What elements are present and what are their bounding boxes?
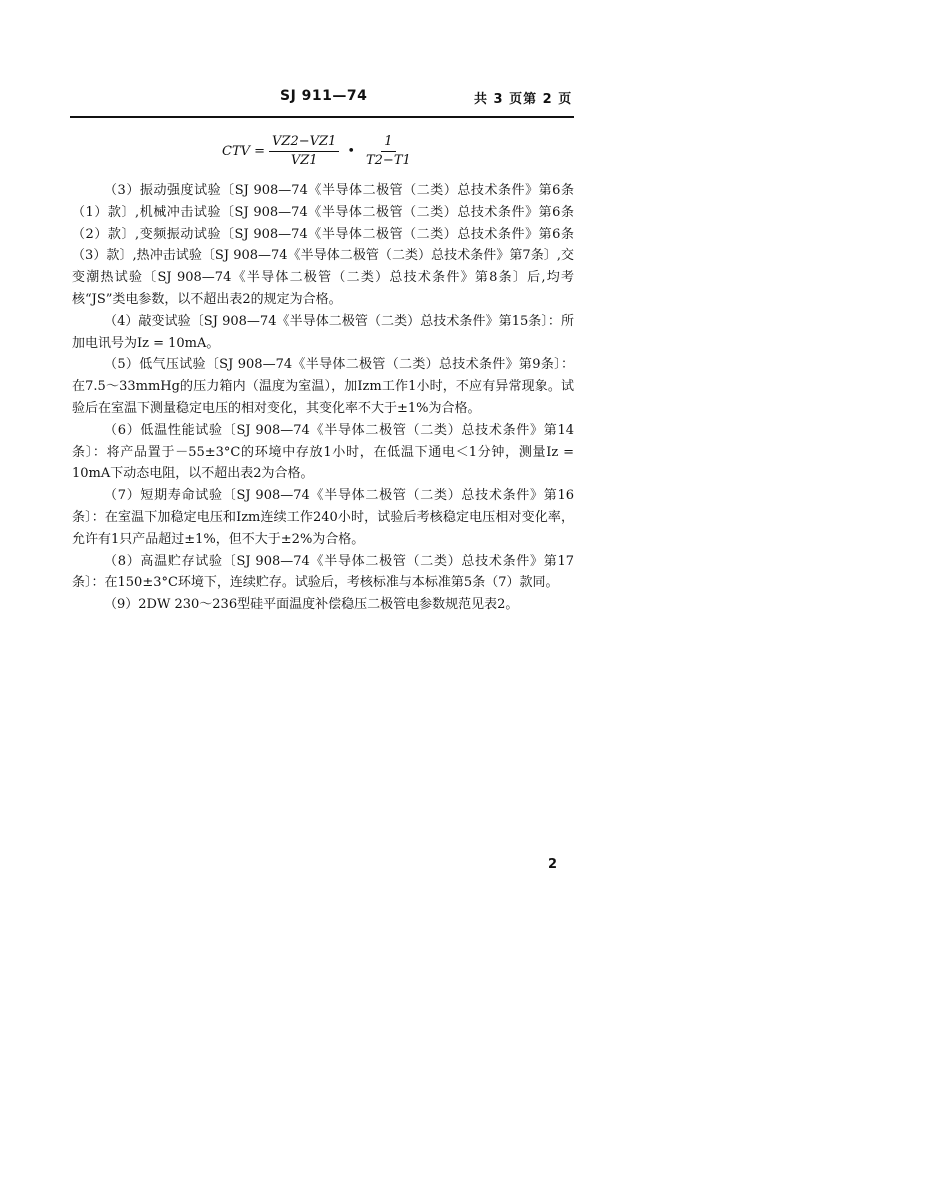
formula-lhs: CTV =: [222, 144, 266, 159]
formula-fraction-2: [363, 134, 414, 169]
formula-denominator-2: T2−T1: [365, 153, 411, 168]
paragraph-5: （5）低气压试验〔SJ 908—74《半导体二极管（二类）总技术条件》第9条〕：在7.5～33mmHg的压力箱内（温度为室温），加Izm工作1小时，不应有异常现象。试验后在室温下测量稳定电压的相对变化，其变化率不大于±1%为合格。: [72, 357, 574, 416]
paragraph-3: （3）振动强度试验〔SJ 908—74《半导体二极管（二类）总技术条件》第6条（1）款〕,机械冲击试验〔SJ 908—74《半导体二极管（二类）总技术条件》第6条（2）款〕,变频振动试验〔SJ 908—74《半导体二极管（二类）总技术条件》第6条（3）款〕,热冲击试验〔SJ 908—74《半导体二极管（二类）总技术条件》第7条〕,交变潮热试验〔SJ 908—74《半导体二极管（二类）总技术条件》第8条〕后,均考核“JS”类电参数，以不超出表2的规定为合格。: [72, 183, 574, 307]
paragraph-8: （8）高温贮存试验〔SJ 908—74《半导体二极管（二类）总技术条件》第17条〕：在150±3°C环境下，连续贮存。试验后，考核标准与本标准第5条（7）款同。: [72, 553, 574, 591]
formula-numerator-1: VZ2−VZ1: [269, 134, 339, 152]
formula-dot: •: [347, 144, 355, 159]
paragraph-4: （4）敲变试验〔SJ 908—74《半导体二极管（二类）总技术条件》第15条〕：所加电讯号为Iz = 10mA。: [72, 313, 574, 351]
header-rule: [70, 116, 574, 118]
standard-code: SJ 911—74: [280, 88, 368, 104]
page-info: 共 3 页第 2 页: [474, 92, 573, 107]
formula-fraction-1: [269, 134, 339, 169]
body-text: [72, 180, 574, 616]
paragraph-9: （9）2DW 230～236型硅平面温度补偿稳压二极管电参数规范见表2。: [104, 597, 519, 613]
page-number: 2: [548, 857, 558, 872]
formula-numerator-2: 1: [381, 134, 395, 152]
paragraph-6: （6）低温性能试验〔SJ 908—74《半导体二极管（二类）总技术条件》第14条〕：将产品置于－55±3°C的环境中存放1小时，在低温下通电＜1分钟，测量Iz = 10mA下动态电阻，以不超出表2为合格。: [72, 422, 574, 482]
formula: [222, 134, 418, 169]
formula-denominator-1: VZ1: [290, 153, 318, 168]
paragraph-7: （7）短期寿命试验〔SJ 908—74《半导体二极管（二类）总技术条件》第16条〕：在室温下加稳定电压和Izm连续工作240小时，试验后考核稳定电压相对变化率，允许有1只产品超过±1%，但不大于±2%为合格。: [72, 488, 574, 547]
